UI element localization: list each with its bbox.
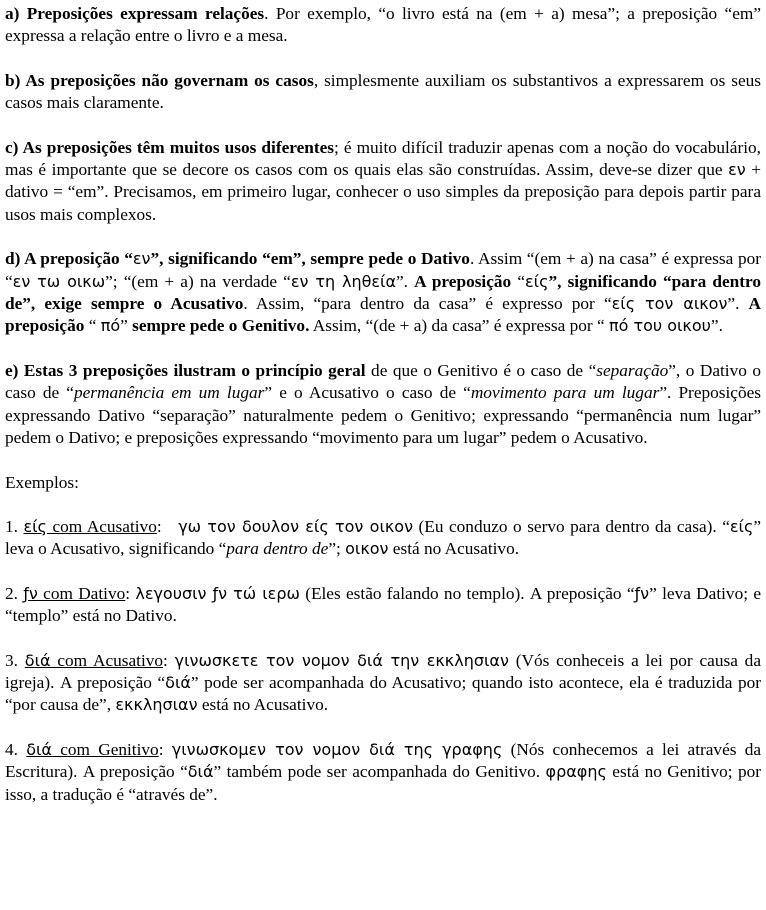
text: ”, o Dativo o caso de “ [5, 360, 761, 403]
text: “ [511, 271, 526, 291]
text: (Vós conheceis a lei por causa da igreja). A preposição “ [5, 650, 761, 692]
greek-text: φραφης [545, 762, 607, 782]
greek-text: γω τον δουλον είς τον οικον [178, 516, 414, 536]
example-3 [5, 650, 761, 717]
greek-text: διά [26, 739, 52, 759]
greek-text: εν [728, 160, 746, 180]
greek-text: ƒν [23, 583, 38, 603]
italic-text: permanência em um lugar [73, 383, 265, 403]
text: . Assim, “para dentro da casa” é expresso por “ [243, 294, 612, 314]
text: 4. [5, 739, 27, 759]
text: ; é muito difícil traduzir apenas com a noção do vocabulário, mas é importante que se decore os casos com os quais elas são construídas. Assim, deve-se dizer que [5, 137, 761, 180]
examples-heading: Exemplos: [5, 472, 79, 492]
heading-b: b) As preposições não governam os casos [5, 70, 314, 90]
text: ” também pode ser acompanhada do Genitivo. [213, 762, 546, 782]
text: ”. Preposições expressando Dativo “separação” naturalmente pedem o Genitivo; expressando “permanência num lugar” pedem o Dativo; e preposições expressando “movimento para um lugar” pedem o Acusativo. [5, 383, 761, 448]
example-2 [5, 583, 761, 628]
greek-text: γινωσκετε τον νομον διά την εκκλησιαν [174, 650, 509, 670]
example-label [26, 740, 158, 759]
greek-text: διά [24, 650, 51, 670]
greek-text: εν [132, 249, 151, 269]
greek-text: διά [187, 762, 214, 782]
text: “ [84, 316, 101, 336]
paragraph-b [5, 70, 761, 115]
text: com Acusativo [46, 516, 157, 536]
paragraph-e [5, 360, 761, 450]
heading-d [5, 249, 470, 268]
text: . Por exemplo, “o livro está na (em + a) mesa”; a preposição “em” expressa a relação entre o livro e a mesa. [5, 4, 761, 46]
text: com Dativo [37, 583, 126, 603]
paragraph-d [5, 248, 761, 338]
text: (Nós conhecemos a lei através da Escritura). A preposição “ [5, 739, 762, 782]
greek-text: οικον [345, 539, 389, 559]
greek-text: λεγουσιν ƒν τώ ιερω [135, 583, 300, 603]
bold-text: sempre pede o Genitivo. [132, 316, 310, 336]
heading-e: e) Estas 3 preposições ilustram o princípio geral [5, 360, 366, 380]
example-label [23, 517, 156, 536]
text: ” leva o Acusativo, significando “ [5, 516, 762, 559]
text: de que o Genitivo é o caso de “ [365, 360, 597, 380]
text: 3. [5, 650, 25, 670]
text: está no Acusativo. [388, 539, 520, 559]
text: 1. [5, 516, 24, 536]
bold-text: A preposição [5, 294, 762, 336]
text: : [158, 739, 172, 759]
paragraph-a [5, 3, 761, 48]
text: . Assim “(em + a) na casa” é expressa por “ [5, 249, 761, 291]
text: com Genitivo [51, 739, 159, 759]
text: 2. [5, 583, 24, 603]
italic-text: para dentro de [226, 539, 329, 559]
heading-c: c) As preposições têm muitos usos diferentes [5, 137, 335, 157]
paragraph-c [5, 137, 761, 227]
text: d) A preposição “ [5, 249, 133, 269]
greek-text: γινωσκομεν τον νομον διά της γραφης [171, 739, 503, 759]
text: : [125, 583, 136, 603]
italic-text: movimento para um lugar [470, 383, 660, 403]
text: + dativo = “em”. Precisamos, em primeiro lugar, conhecer o uso simples da preposição para depois partir para usos mais complexos. [5, 160, 761, 224]
italic-text: separação [596, 360, 669, 380]
text: ”; [328, 539, 346, 559]
greek-text: είς [525, 271, 549, 291]
text: (Eu conduzo o servo para dentro da casa). “ [413, 516, 730, 536]
example-label [25, 651, 163, 670]
example-1 [5, 516, 761, 561]
text: está no Genitivo; por isso, a tradução é “através de”. [5, 762, 761, 804]
greek-text: εν τω οικω [12, 271, 106, 291]
text: com Acusativo [50, 650, 164, 670]
text: ”; “(em + a) na verdade “ [105, 271, 291, 291]
greek-text: είς [729, 516, 754, 536]
text: ”. [710, 316, 723, 336]
bold-text: ”, significando “para dentro de”, exige sempre o Acusativo [5, 271, 762, 314]
text: ” pode ser acompanhada do Acusativo; quando isto acontece, ela é traduzida por “por causa de”, [5, 672, 761, 715]
heading-a: a) Preposições expressam relações [5, 4, 265, 23]
example-label [23, 584, 125, 603]
greek-text: πό του οικου [608, 316, 711, 336]
greek-text: εν τη ληθεία [290, 271, 397, 291]
bold-text: A preposição [414, 271, 512, 291]
greek-text: είς τον αικον [611, 294, 728, 314]
document-page [5, 3, 761, 806]
text: ” e o Acusativo o caso de “ [264, 383, 471, 403]
greek-text: διά [165, 672, 191, 692]
text: ”. [727, 294, 749, 314]
text: ”. [396, 271, 415, 291]
text: ” [120, 316, 133, 336]
greek-text: πό [100, 316, 121, 336]
greek-text: είς [23, 516, 47, 536]
text: : [163, 650, 175, 670]
text: está no Acusativo. [197, 695, 329, 715]
example-4 [5, 739, 761, 806]
text: , simplesmente auxiliam os substantivos a expressarem os seus casos mais claramente. [5, 70, 761, 113]
text: ”, significando “em”, sempre pede o Dativo [150, 249, 470, 269]
greek-text: εκκλησιαν [115, 695, 198, 715]
text: : [156, 516, 179, 536]
text: ” leva Dativo; e “templo” está no Dativo. [5, 583, 761, 626]
text: (Eles estão falando no templo). A preposição “ [299, 583, 635, 603]
greek-text: ƒν [634, 583, 650, 603]
text: Assim, “(de + a) da casa” é expressa por “ [309, 316, 609, 336]
